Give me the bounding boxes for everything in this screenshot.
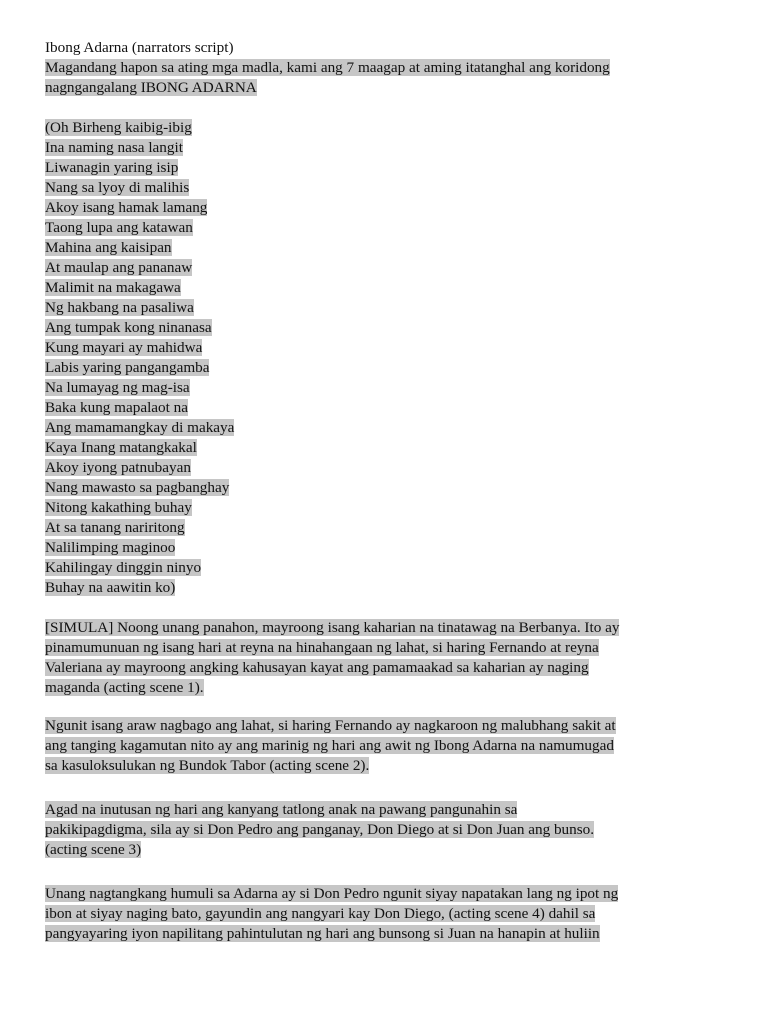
paragraph-line: pangyayaring iyon napilitang pahintulutan ng hari ang bunsong si Juan na hanapin at huliin	[45, 925, 600, 942]
prayer-line: Ng hakbang na pasaliwa	[45, 299, 194, 316]
paragraph-line: Ngunit isang araw nagbago ang lahat, si haring Fernando ay nagkaroon ng malubhang sakit at	[45, 717, 616, 734]
prayer-line: Ina naming nasa langit	[45, 139, 183, 156]
paragraph-line: (acting scene 3)	[45, 841, 142, 858]
prayer-line: Nitong kakathing buhay	[45, 499, 192, 516]
intro-line: nagngangalang IBONG ADARNA	[45, 79, 257, 96]
prayer-line: Akoy iyong patnubayan	[45, 459, 191, 476]
document-title: Ibong Adarna (narrators script)	[45, 39, 234, 56]
paragraph-line: Agad na inutusan ng hari ang kanyang tatlong anak na pawang pangunahin sa	[45, 801, 518, 818]
paragraph-line: pakikipagdigma, sila ay si Don Pedro ang panganay, Don Diego at si Don Juan ang bunso.	[45, 821, 595, 838]
prayer-line: At sa tanang nariritong	[45, 519, 185, 536]
prayer-line: Liwanagin yaring isip	[45, 159, 179, 176]
paragraph-unang	[45, 884, 735, 944]
prayer-line: Taong lupa ang katawan	[45, 219, 193, 236]
paragraph-agad	[45, 800, 735, 860]
prayer-line: Kung mayari ay mahidwa	[45, 339, 203, 356]
prayer-line: Ang tumpak kong ninanasa	[45, 319, 212, 336]
prayer-block	[45, 118, 735, 598]
prayer-line: Nalilimping maginoo	[45, 539, 176, 556]
intro-line: Magandang hapon sa ating mga madla, kami ang 7 maagap at aming itatanghal ang koridong	[45, 59, 610, 76]
paragraph-ngunit	[45, 716, 735, 776]
paragraph-line: maganda (acting scene 1).	[45, 679, 204, 696]
prayer-line: Kahilingay dinggin ninyo	[45, 559, 202, 576]
paragraph-line: ang tanging kagamutan nito ay ang marinig ng hari ang awit ng Ibong Adarna na namumugad	[45, 737, 614, 754]
paragraph-simula	[45, 618, 735, 698]
prayer-line: Akoy isang hamak lamang	[45, 199, 208, 216]
prayer-line: Labis yaring pangangamba	[45, 359, 210, 376]
prayer-line: Na lumayag ng mag-isa	[45, 379, 190, 396]
intro-block	[45, 58, 735, 98]
prayer-line: Nang sa lyoy di malihis	[45, 179, 190, 196]
prayer-line: Baka kung mapalaot na	[45, 399, 188, 416]
prayer-line: Nang mawasto sa pagbanghay	[45, 479, 230, 496]
prayer-line: At maulap ang pananaw	[45, 259, 193, 276]
paragraph-line: sa kasuloksulukan ng Bundok Tabor (acting scene 2).	[45, 757, 370, 774]
prayer-line: Kaya Inang matangkakal	[45, 439, 197, 456]
prayer-line: (Oh Birheng kaibig-ibig	[45, 119, 192, 136]
prayer-line: Mahina ang kaisipan	[45, 239, 172, 256]
prayer-line: Buhay na aawitin ko)	[45, 579, 176, 596]
paragraph-line: pinamumunuan ng isang hari at reyna na hinahangaan ng lahat, si haring Fernando at reyna	[45, 639, 599, 656]
prayer-line: Ang mamamangkay di makaya	[45, 419, 235, 436]
paragraph-line: Valeriana ay mayroong angking kahusayan kayat ang pamamaakad sa kaharian ay naging	[45, 659, 589, 676]
paragraph-line: ibon at siyay naging bato, gayundin ang nangyari kay Don Diego, (acting scene 4) dahil sa	[45, 905, 596, 922]
prayer-line: Malimit na makagawa	[45, 279, 181, 296]
paragraph-line: Unang nagtangkang humuli sa Adarna ay si Don Pedro ngunit siyay napatakan lang ng ipot ng	[45, 885, 619, 902]
document-page	[45, 38, 735, 944]
paragraph-line: [SIMULA] Noong unang panahon, mayroong isang kaharian na tinatawag na Berbanya. Ito ay	[45, 619, 620, 636]
